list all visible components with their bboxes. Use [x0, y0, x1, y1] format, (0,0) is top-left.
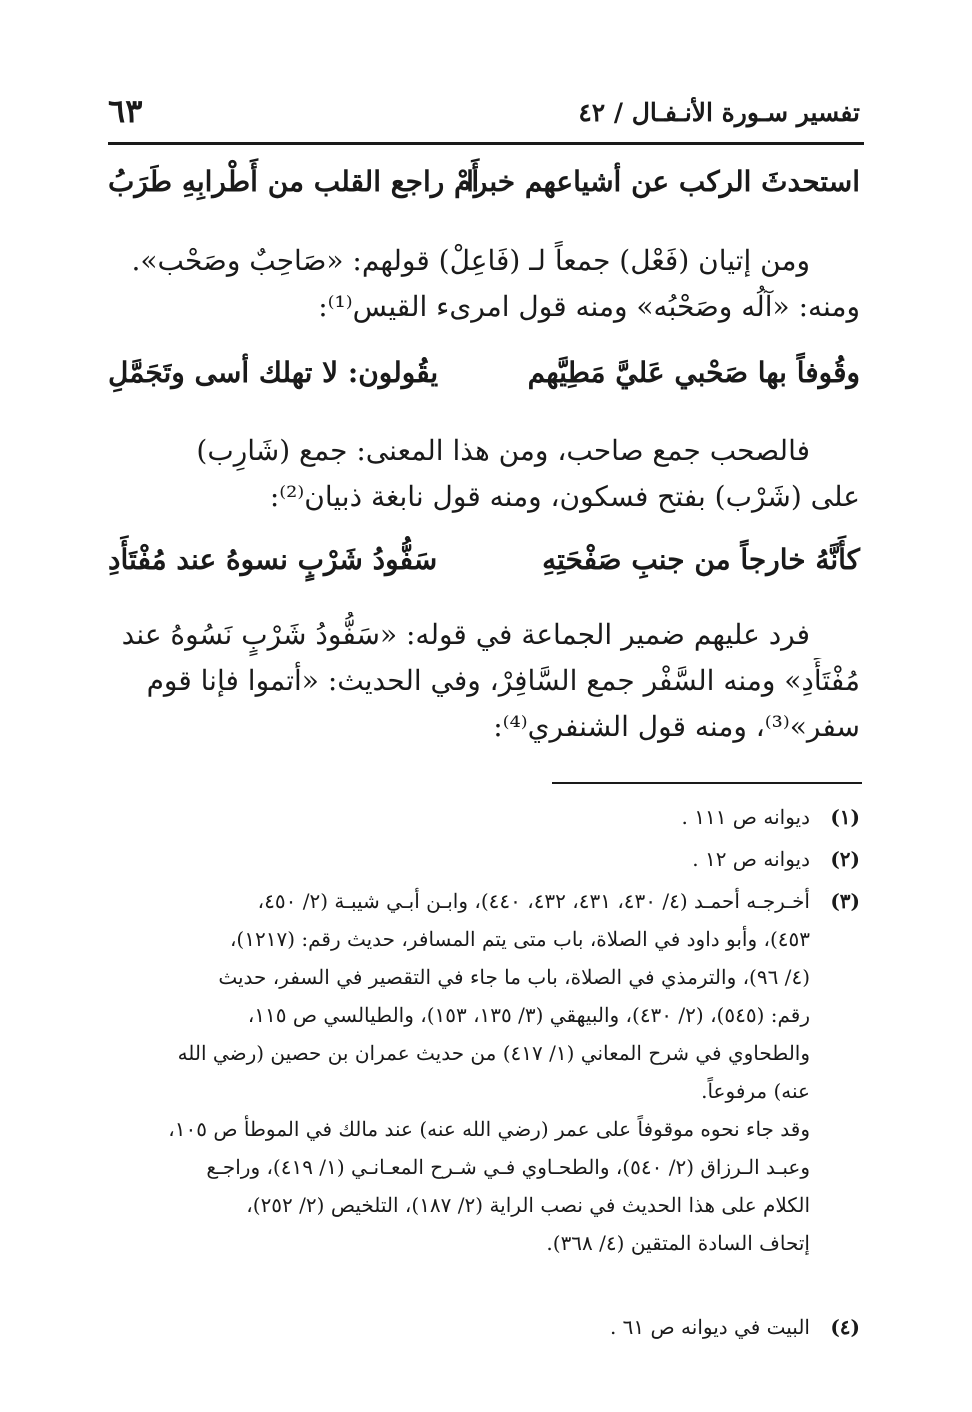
footnote-line: البيت في ديوانه ص ٦١ .	[609, 1315, 810, 1339]
footnote-line: وقد جاء نحوه موقوفاً على عمر (رضي الله عنه) عند مالك في الموطأ ص ١٠٥،	[168, 1117, 810, 1141]
verse-second-hemistich: أَمْ راجع القلب من أَطْرابِهِ طَرَبُ	[108, 165, 480, 198]
verse-line	[108, 356, 860, 406]
footnote	[108, 882, 860, 1262]
footnote-line: والطحاوي في شرح المعاني (١/ ٤١٧) من حديث عمران بن حصين (رضي الله	[177, 1041, 810, 1065]
paragraph-line: سفر»⁽³⁾، ومنه قول الشنفري⁽⁴⁾:	[493, 710, 860, 743]
footnote-number: (١)	[830, 805, 860, 829]
footnote-number: (٤)	[830, 1315, 860, 1339]
paragraph-line: على (شَرْب) بفتح فسكون، ومنه قول نابغة ذبيان⁽²⁾:	[269, 480, 860, 513]
header-rule	[108, 142, 864, 145]
paragraph	[108, 612, 860, 750]
running-title: تفسير سـورة الأنـفـال / ٤٢	[578, 98, 860, 127]
footnote-separator	[552, 782, 862, 784]
footnote-line: ديوانه ص ١٢ .	[692, 847, 810, 871]
footnote-number: (٢)	[830, 847, 860, 871]
paragraph-line: ومن إتيان (فَعْل) جمعاً لـ (فَاعِلْ) قولهم: «صَاحِبٌ وصَحْب».	[131, 244, 810, 277]
paragraph-line: فرد عليهم ضمير الجماعة في قوله: «سَفُّودُ شَرْبٍ نَسُوهُ عند	[121, 618, 810, 651]
verse-second-hemistich: سَفُّودُ شَرْبٍ نسوهُ عند مُفْتَأَدِ	[108, 543, 438, 576]
page-header	[108, 92, 860, 136]
footnote-line: ديوانه ص ١١١ .	[681, 805, 810, 829]
verse-second-hemistich: يقُولون: لا تهلك أسى وتَجَمَّلِ	[108, 356, 439, 389]
footnote	[108, 840, 860, 878]
footnote-number: (٣)	[830, 889, 860, 913]
footnote-line: أخـرجـه أحمـد (٤/ ٤٣٠، ٤٣١، ٤٣٢، ٤٤٠)، وابـن أبـي شيبـة (٢/ ٤٥٠،	[257, 889, 810, 913]
footnote-line: (٤/ ٩٦)، والترمذي في الصلاة، باب ما جاء في التقصير في السفر، حديث	[218, 965, 810, 989]
footnote-line: وعبـد الـرزاق (٢/ ٥٤٠)، والطحـاوي فـي شـرح المعـانـي (١/ ٤١٩)، وراجـع	[206, 1155, 810, 1179]
footnote-line: عنه) مرفوعاً.	[701, 1079, 810, 1103]
paragraph	[108, 238, 860, 330]
footnote-line: ٤٥٣)، وأبو داود في الصلاة، باب متى يتم المسافر، حديث رقم: (١٢١٧)،	[229, 927, 810, 951]
verse-first-hemistich: استحدثَ الركب عن أشياعهم خبرا	[466, 165, 860, 198]
page-number: ٦٣	[108, 92, 143, 130]
paragraph-line: فالصحب جمع صاحب، ومن هذا المعنى: جمع (شَارِب)	[196, 434, 810, 467]
verse-first-hemistich: كأَنَّهُ خارجاً من جنبِ صَفْحَتِهِ	[542, 543, 860, 576]
footnote-line: إتحاف السادة المتقين (٤/ ٣٦٨).	[546, 1231, 810, 1255]
footnote	[108, 1308, 860, 1346]
verse-line	[108, 543, 860, 593]
footnote	[108, 798, 860, 836]
paragraph-line: مُفْتَأَدِ» ومنه السَّفْر جمع السَّافِرْ، وفي الحديث: «أتموا فإنا قوم	[146, 664, 860, 697]
paragraph	[108, 428, 860, 520]
paragraph-line: ومنه: «آلُه وصَحْبُه» ومنه قول امرىء القيس⁽¹⁾:	[318, 290, 860, 323]
verse-line	[108, 165, 860, 215]
footnote-line: رقم: (٥٤٥)، (٢/ ٤٣٠)، والبيهقي (٣/ ١٣٥، ١٥٣)، والطيالسي ص ١١٥،	[247, 1003, 810, 1027]
footnote-line: الكلام على هذا الحديث في نصب الراية (٢/ ١٨٧)، التلخيص (٢/ ٢٥٢)،	[246, 1193, 810, 1217]
verse-first-hemistich: وقُوفاً بها صَحْبي عَليَّ مَطِيَّهم	[527, 356, 860, 389]
